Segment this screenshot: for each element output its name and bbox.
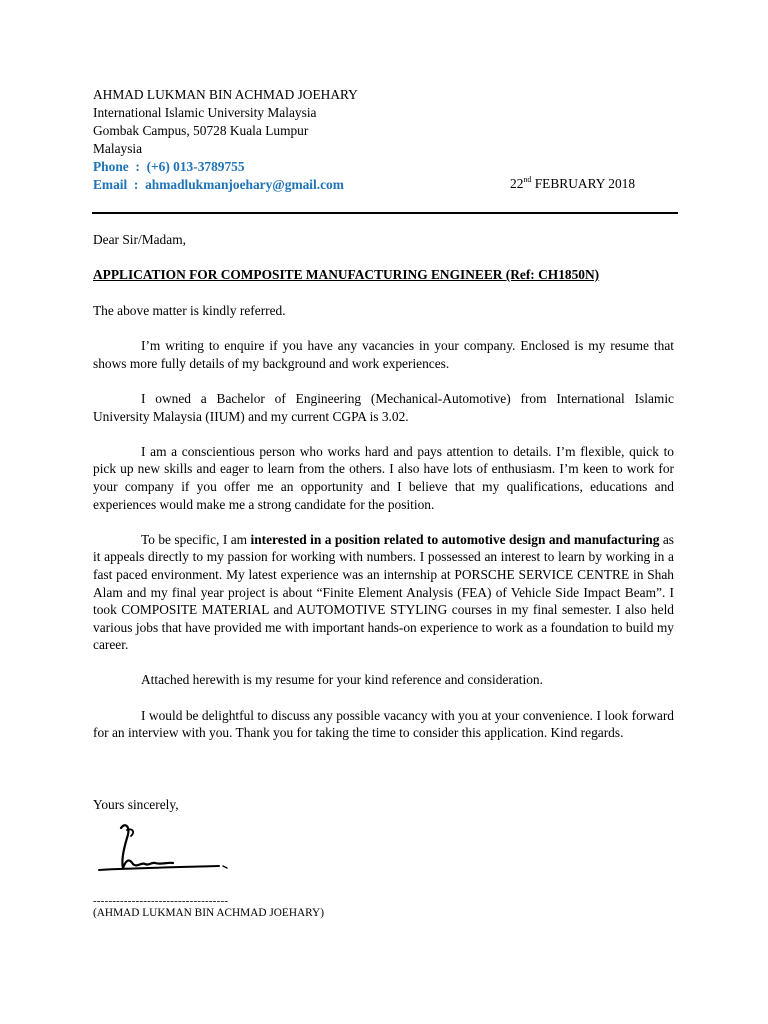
signature-line: ----------------------------------- (93, 895, 229, 907)
p5-end: as it appeals directly to my passion for working with numbers. I possessed an interest to learn by working in a fast paced environment. My latest experience was an internship at PORSCHE SERVICE CENTRE in Shah Alam and my final year project is about “Finite Element Analysis (FEA) of Vehicle Side Impact Beam”. I took COMPOSITE MATERIAL and AUTOMOTIVE STYLING courses in my final semester. I also held various jobs that have provided me with important hands-on experience to work as a foundation to build my career. (93, 531, 674, 653)
letter-body (93, 302, 674, 759)
body-paragraph-7: I would be delightful to discuss any possible vacancy with you at your convenience. I look forward for an interview with you. Thank you for taking the time to consider this application. Kind regards. (93, 707, 674, 741)
letter-date (510, 175, 635, 192)
sender-email: Email : ahmadlukmanjoehary@gmail.com (93, 177, 344, 192)
p5-start: To be specific, I am (141, 531, 251, 547)
date-rest: FEBRUARY 2018 (531, 176, 636, 191)
body-paragraph-5 (93, 531, 674, 654)
salutation: Dear Sir/Madam, (93, 232, 186, 247)
signature-name: (AHMAD LUKMAN BIN ACHMAD JOEHARY) (93, 907, 324, 919)
handwritten-signature (93, 818, 233, 878)
sender-country: Malaysia (93, 141, 143, 156)
header-divider (92, 212, 678, 214)
sender-address-block (93, 86, 358, 194)
sender-campus: Gombak Campus, 50728 Kuala Lumpur (93, 123, 309, 138)
closing: Yours sincerely, (93, 797, 179, 812)
sender-phone: Phone : (+6) 013-3789755 (93, 159, 245, 174)
body-paragraph-6: Attached herewith is my resume for your kind reference and consideration. (141, 672, 543, 688)
body-paragraph-3: I owned a Bachelor of Engineering (Mechanical-Automotive) from International Islamic University Malaysia (IIUM) and my current CGPA is 3.02. (93, 390, 674, 424)
date-suffix: nd (523, 175, 532, 184)
p5-highlight: interested in a position related to automotive design and manufacturing (250, 531, 660, 547)
body-paragraph-1: The above matter is kindly referred. (93, 303, 286, 318)
sender-university: International Islamic University Malaysia (93, 105, 317, 120)
date-day: 22 (510, 176, 524, 191)
body-paragraph-4: I am a conscientious person who works hard and pays attention to details. I’m flexible, quick to pick up new skills and eager to learn from the others. I also have lots of enthusiasm. I’m keen to work for your company if you offer me an opportunity and I believe that my qualifications, educations and experiences would make me a strong candidate for the position. (93, 443, 674, 512)
sender-name: AHMAD LUKMAN BIN ACHMAD JOEHARY (93, 87, 358, 102)
subject-line: APPLICATION FOR COMPOSITE MANUFACTURING ENGINEER (Ref: CH1850N) (93, 267, 600, 282)
body-paragraph-2: I’m writing to enquire if you have any vacancies in your company. Enclosed is my resume that shows more fully details of my background and work experiences. (93, 338, 674, 371)
